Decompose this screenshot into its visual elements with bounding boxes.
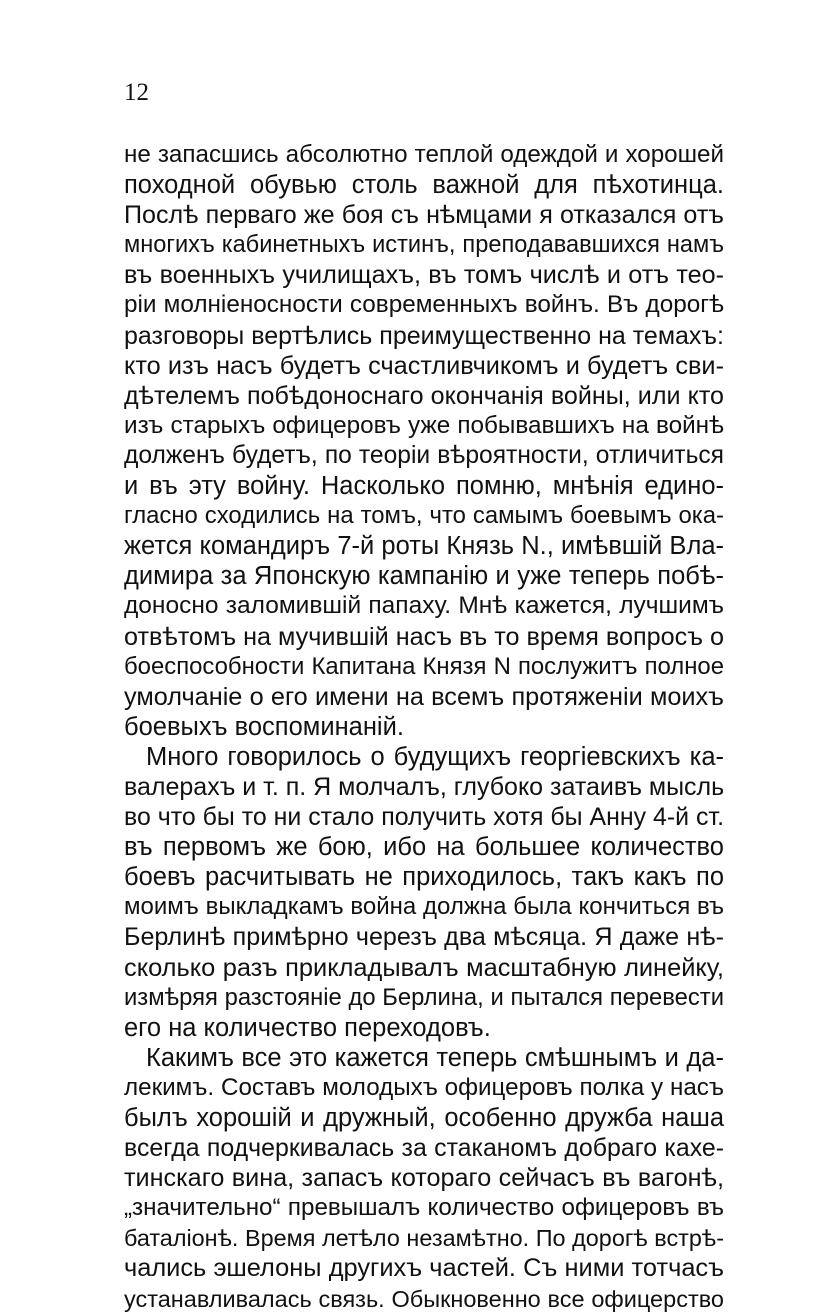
body-text: [124, 140, 724, 1314]
text-line: кто изъ насъ будетъ счастливчикомъ и будетъ сви-: [124, 351, 724, 380]
text-line: измѣряя разстоянiе до Берлина, и пытался перевести: [124, 983, 724, 1011]
text-line: боевъ расчитывать не приходилось, такъ какъ по: [124, 863, 724, 892]
text-line: димира за Японскую кампанiю и уже теперь побѣ-: [124, 562, 724, 591]
text-line: доносно заломившiй папаху. Мнѣ кажется, лучшимъ: [124, 592, 724, 620]
text-line: въ военныхъ училищахъ, въ томъ числѣ и отъ тео-: [124, 261, 724, 290]
text-line: боеспособности Капитана Князя N послужитъ полное: [124, 652, 724, 680]
text-line: во что бы то ни стало получить хотя бы Анну 4-й ст.: [124, 803, 724, 832]
text-line: устанавливалась связь. Обыкновенно все офицерство: [124, 1285, 724, 1312]
text-line: моимъ выкладкамъ война должна была кончиться въ: [124, 893, 724, 921]
text-line: баталiонѣ. Время летѣло незамѣтно. По дорогѣ встрѣ-: [124, 1225, 724, 1252]
text-line: валерахъ и т. п. Я молчалъ, глубоко затаивъ мысль: [124, 772, 725, 801]
text-line: долженъ будетъ, по теорiи вѣроятности, отличиться: [124, 441, 724, 469]
text-line: его на количество переходовъ.: [124, 1013, 491, 1042]
text-line: жется командиръ 7-й роты Князь N., имѣвшiй Вла-: [124, 532, 724, 561]
text-line: изъ старыхъ офицеровъ уже побывавшихъ на войнѣ: [124, 411, 724, 439]
text-line: Много говорилось о будущихъ георгiевскихъ ка-: [146, 742, 724, 771]
text-line: гласно сходились на томъ, что самымъ боевымъ ока-: [124, 502, 724, 530]
text-line: дѣтелемъ побѣдоноснаго окончанiя войны, или кто: [124, 381, 724, 410]
text-line: Берлинѣ примѣрно черезъ два мѣсяца. Я даже нѣ-: [124, 923, 724, 952]
text-line: тинскаго вина, запасъ котораго сейчасъ въ вагонѣ,: [124, 1164, 724, 1193]
page-number: 12: [124, 79, 149, 106]
text-line: Какимъ все это кажется теперь смѣшнымъ и да-: [146, 1043, 724, 1072]
text-line: въ первомъ же бою, ибо на большее количество: [124, 833, 724, 862]
text-line: „значительно“ превышалъ количество офицеровъ въ: [124, 1194, 724, 1222]
text-line: Послѣ перваго же боя съ нѣмцами я отказался отъ: [124, 201, 724, 230]
text-line: боевыхъ воспоминанiй.: [124, 712, 404, 741]
text-line: отвѣтомъ на мучившiй насъ въ то время вопросъ о: [124, 622, 724, 651]
text-line: чались эшелоны другихъ частей. Съ ними тотчасъ: [124, 1254, 724, 1283]
text-line: сколько разъ прикладывалъ масштабную линейку,: [124, 953, 724, 982]
text-line: рiи молнiеносности современныхъ войнъ. Въ дорогѣ: [124, 291, 724, 319]
text-line: не запасшись абсолютно теплой одеждой и хорошей: [124, 141, 724, 168]
text-line: умолчанiе о его имени на всемъ протяженiи моихъ: [124, 682, 724, 711]
text-line: всегда подчеркивалась за стаканомъ добраго кахе-: [124, 1134, 724, 1163]
text-line: лекимъ. Составъ молодыхъ офицеровъ полка у насъ: [124, 1073, 724, 1101]
text-line: и въ эту войну. Насколько помню, мнѣнiя едино-: [124, 472, 724, 501]
text-line: былъ хорошiй и дружный, особенно дружба наша: [124, 1104, 724, 1132]
text-line: разговоры вертѣлись преимущественно на темахъ:: [124, 321, 724, 350]
text-line: походной обувью столь важной для пѣхотинца.: [124, 171, 724, 200]
text-line: многихъ кабинетныхъ истинъ, преподававшихся намъ: [124, 232, 724, 259]
